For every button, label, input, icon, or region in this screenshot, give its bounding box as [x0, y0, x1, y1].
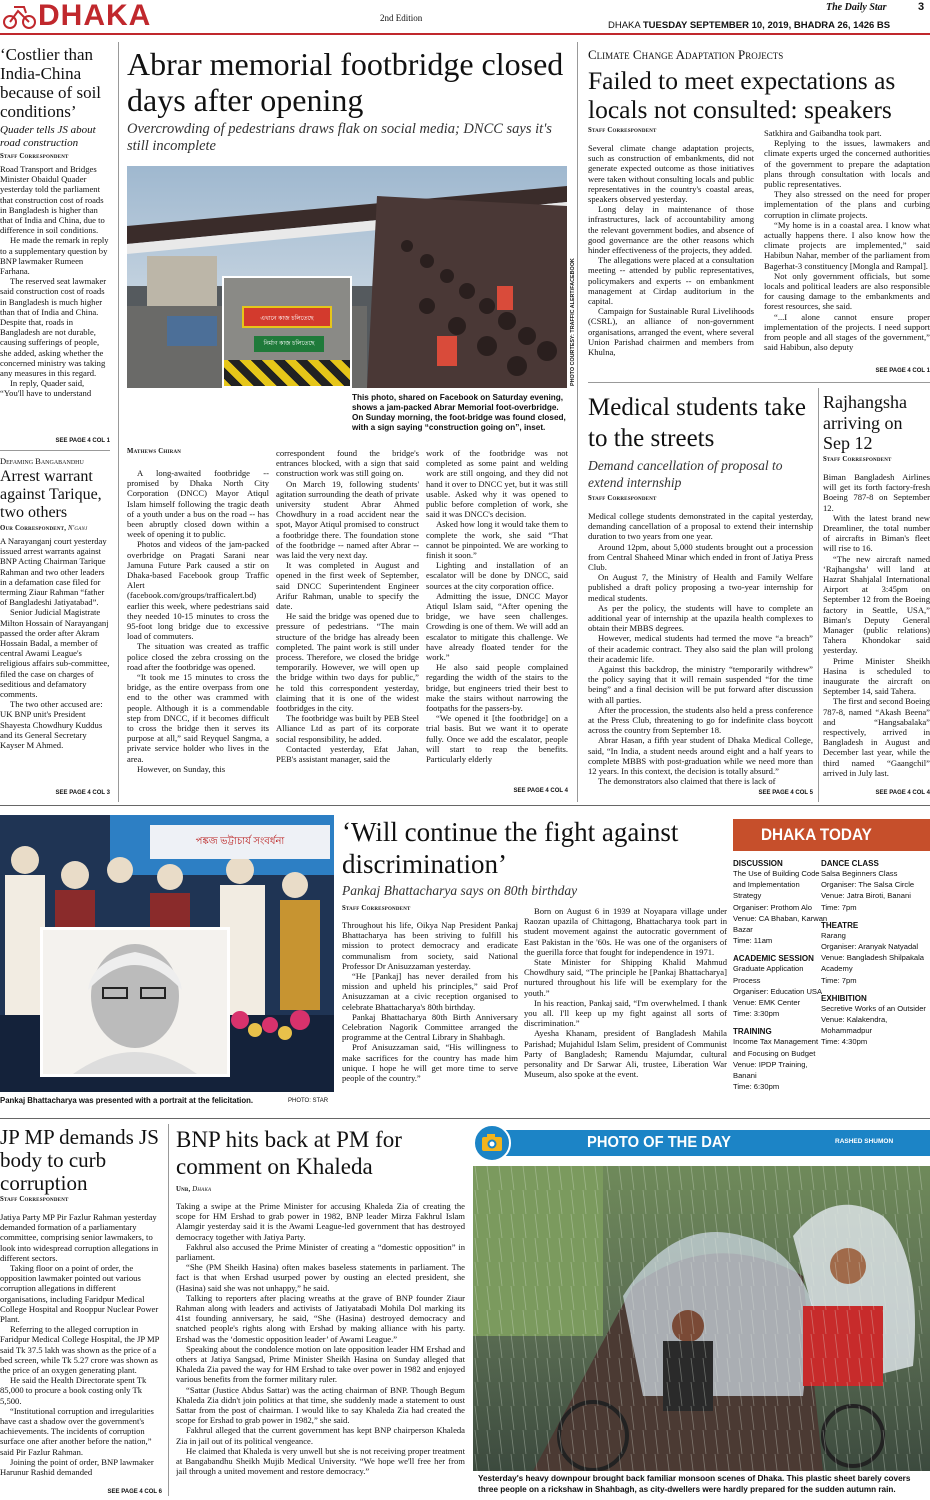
pankaj-photo-caption: Pankaj Bhattacharya was presented with a portrait at the felicitation. [0, 1096, 254, 1105]
section-divider [0, 1118, 930, 1119]
medical-paragraph: Around 12pm, about 5,000 students brought out a procession from Central Shaheed Minar which ended in front of Jatiya Press Club. [588, 541, 813, 573]
climate-paragraph: “My home is in a coastal area. I know what actually happens there. I also know how the climate projects are implemented,” said Habibun Nahar, member of the parliament from Bagerhat-3 constituency [Mongla and Rampal]. [764, 219, 930, 271]
lead-paragraph: However, on Sunday, this [137, 763, 226, 774]
potd-title: PHOTO OF THE DAY [587, 1134, 731, 1151]
today-line: Time: 11am [733, 936, 773, 946]
lead-paragraph: Photos and videos of the jam-packed overbridge on Pragati Sarani near Jamuna Future Park caused a stir on Dhaka-based Facebook group Traffic Alert (facebook.com/groups/trafficalert.bd) earlier this week, where pedestrians said they needed 10-15 minutes to cross the 95-foot long bridge due to excessive load of commuters. [127, 539, 269, 642]
pankaj-paragraph: State Minister for Shipping Khalid Mahmud Chowdhury said, “The principle he [Pankaj Bhattacharya] nurtured throughout his life will be exemplary for the youth.” [524, 957, 727, 998]
jp-body [0, 1212, 162, 1486]
climate-paragraph: Replying to the issues, lawmakers and climate experts urged the concerned authorities of the government to prepare the adaptation plans through consultation with locals and public representatives. [764, 138, 930, 190]
lead-paragraph: Asked how long it would take them to complete the work, she said “That cannot be pinpointed. We are working to finish it soon.” [426, 519, 568, 561]
climate-byline: Staff Correspondent [588, 127, 657, 134]
rajhangsha-paragraph: Prime Minister Sheikh Hasina is scheduled to inaugurate the aircraft on September 14, said Tahera. [823, 655, 930, 697]
lead-paragraph: The situation was created as traffic police closed the zebra crossing on the road after the footbridge was opened. [127, 641, 269, 672]
medical-paragraph: As per the policy, the students will have to complete an additional year of internship at the upazila health complexes to obtain their MBBS degrees. [588, 602, 813, 634]
today-line: Organiser: Education USA [733, 986, 823, 996]
lead-paragraph: The footbridge was built by PEB Steel Alliance Ltd as part of its corporate social responsibility, he added. [276, 713, 419, 744]
medical-paragraph: Medical college students demonstrated in the capital yesterday, demanding cancellation of a proposal to extend their internship duration to two years from one year. [588, 511, 813, 542]
lead-headline[interactable]: Abrar memorial footbridge closed days after opening [127, 46, 564, 118]
pankaj-col-2 [524, 906, 727, 1110]
page-number: 3 [918, 1, 925, 13]
medical-byline: Staff Correspondent [588, 495, 657, 502]
today-heading: THEATRE [821, 920, 859, 930]
pankaj-photo-credit: PHOTO: STAR [288, 1098, 329, 1104]
today-line: Venue: Kalakendra, Mohammadpur [821, 1015, 888, 1036]
today-line: Time: 6:30pm [733, 1082, 780, 1092]
divider [0, 450, 110, 451]
pankaj-paragraph: Prof Anisuzzaman said, “His willingness to make sacrifices for the country has made him unique. I hope he will get more time to serve people of the country.” [342, 1042, 518, 1084]
pankaj-col-1 [342, 920, 518, 1110]
bnp-paragraph: Fakhrul also accused the Prime Minister of creating a “domestic opposition” in parliament. [176, 1241, 465, 1263]
rajhangsha-headline[interactable]: Rajhangsha arriving on Sep 12 [823, 392, 907, 453]
lead-deck: Overcrowding of pedestrians draws flak on social media; DNCC says it's still incomplete [127, 121, 552, 154]
column-divider [168, 1124, 169, 1496]
today-line: Venue: CA Bhaban, Karwan Bazar [733, 913, 828, 935]
paper-name: The Daily Star [826, 2, 887, 13]
footbridge-photo [127, 166, 567, 388]
today-line: Organiser: Aranyak Natyadal [821, 942, 919, 952]
story-byline: Staff Correspondent [0, 153, 69, 160]
lead-col-1 [127, 468, 269, 798]
dateline [608, 20, 890, 31]
climate-headline[interactable]: Failed to meet expectations as locals not consulted: speakers [588, 66, 896, 124]
today-line: Organiser: The Salsa Circle [821, 880, 915, 890]
dateline-city: DHAKA [608, 20, 641, 31]
lead-paragraph: On March 19, following students' agitation surrounding the death of private university student Abrar Ahmed Chowdhury in a road accident near the spot, Mayor Atiqul promised to construct a footbridge there. The foundation stone of the footbridge -- named after Abrar -- was laid the very next day. [276, 478, 419, 561]
dhaka-today-box [733, 815, 930, 1115]
lead-col-3 [426, 448, 568, 788]
story-byline [0, 525, 110, 532]
today-line: Venue: Bangladesh Shilpakala Academy [821, 953, 925, 974]
today-right-col [821, 859, 930, 1048]
pankaj-paragraph: “He [Pankaj] has never derailed from his mission and upheld his principles,” said Prof Anisuzzaman at a civic reception organised to celebrate Bhattacharya's 80th birthday. [342, 971, 518, 1012]
bnp-paragraph: Taking a swipe at the Prime Minister for accusing Khaleda Zia of creating the scope for HM Ershad to grab power in 1982, BNP leader Mirza Fakhrul Islam Alamgir yesterday said it is the Awami League-led government that has destroyed democracy together with Jatiya Party. [176, 1201, 465, 1242]
bnp-headline[interactable]: BNP hits back at PM for comment on Khaleda [176, 1127, 402, 1179]
masthead [0, 0, 930, 36]
story-paragraph: The two other accused are: UK BNP unit's President Shayesta Chowdhury Kuddus and its General Secretary Kayser M Ahmed. [0, 699, 103, 751]
climate-paragraph: Campaign for Sustainable Rural Livelihoods (CSRL), an alliance of non-government organisations, arranged the event, where several Union Parishad chairmen and members from Khulna, [588, 306, 754, 358]
lead-paragraph: work of the footbridge was not completed as some paint and welding work are still ongoing, and they did not hand it over to DNCC yet, but it was still usable. Asked why it was opened to public before completion of work, she said it was DNCC's decision. [426, 448, 568, 520]
jp-headline[interactable]: JP MP demands JS body to curb corruption [0, 1125, 159, 1195]
story-headline[interactable]: ‘Costlier than India-China because of soil conditions’ [0, 45, 102, 121]
medical-headline[interactable]: Medical students take to the streets [588, 394, 806, 452]
pankaj-deck: Pankaj Bhattacharya says on 80th birthday [342, 883, 578, 898]
bnp-paragraph: Fakhrul alleged that the current government has kept BNP chairperson Khaleda Zia in jail out of its political vengeance. [176, 1425, 465, 1446]
lead-paragraph: He said the bridge was opened due to pressure of pedestrians. “The main structure of the bridge has already been completed. The paint work is still under process. Therefore, we closed the bridge temporarily. However, we will open up the bridge within two days for public,” he told this correspondent yesterday, claiming that it is one of the widest footbridges in the city. [276, 611, 419, 714]
rajhangsha-paragraph: The first and second Boeing 787-8, named “Akash Beena” and “Hangsabalaka” respectively, arrived in Bangladesh in August and December last year, while the third named “Gaangchil” arrived in July last. [823, 696, 930, 778]
story-headline[interactable]: Arrest warrant against Tarique, two others [0, 468, 102, 521]
story-body [0, 164, 110, 399]
byline-agency: Our Correspondent, [0, 525, 67, 532]
story-paragraph: In reply, Quader said, “You'll have to understand [0, 378, 92, 399]
lead-paragraph: A long-awaited footbridge -- promised by Dhaka North City Corporation (DNCC) Mayor Atiqul Islam himself following the tragic death of a youth under a bus on the road -- has been abruptly closed down within a week of opening it to public. [127, 468, 269, 540]
banner-green: নির্মাণ কাজ চলিতেছে [254, 336, 324, 352]
jp-paragraph: Referring to the alleged corruption in Faridpur Medical College Hospital, the JP MP said Tk 37.5 lakh was shown as the price of a bed screen, while Tk 5.27 crore was shown as the price of an oxygen generating plant. [0, 1324, 160, 1376]
climate-col-2 [764, 128, 930, 368]
bnp-paragraph: Speaking about the condolence motion on late opposition leader HM Ershad and others at Jatiya Sangsad, Prime Minister Sheikh Hasina on Sunday alleged that Khaleda Zia paved the way for HM Ershad to take over power in 1982 and enjoyed various benefits from the former military ruler. [176, 1343, 465, 1385]
bnp-paragraph: He claimed that Khaleda is very unwell but she is not receiving proper treatment at Bangabandhu Sheikh Mujib Medical University. “We hope we'll free her from jail through a united movement and restore democracy.” [176, 1445, 465, 1477]
pankaj-paragraph: Ayesha Khanam, president of Bangladesh Mahila Parishad; Mujahidul Islam Selim, president of Communist Party of Bangladesh; Ramendu Majumdar, cultural personality and Dr Sarwar Ali, trustee, Liberation War Museum, also spoke at the event. [524, 1028, 727, 1080]
climate-paragraph: Satkhira and Gaibandha took part. [764, 128, 882, 138]
story-paragraph: The reserved seat lawmaker said construction cost of roads in Bangladesh is much higher than that of India and China. Despite that, roads in Bangladesh are not durable, causing sufferings of people, she added, asking whether the concerned ministry was taking any measures in this regard. [0, 276, 107, 379]
today-line: Rarang [821, 930, 846, 940]
lead-paragraph: Lighting and installation of an escalator will be done by DNCC, said sources at the city corporation office. [426, 560, 568, 591]
dhaka-today-title: DHAKA TODAY [761, 825, 872, 844]
climate-kicker: Climate Change Adaptation Projects [588, 47, 784, 62]
medical-paragraph: However, medical students had termed the move “a breach” of their academic contract. They also said the plan will prolong their academic life. [588, 633, 813, 664]
medical-paragraph: On August 7, the Ministry of Health and Family Welfare published a draft policy proposing a two-year internship for medical students. [588, 572, 813, 603]
medical-paragraph: Against this backdrop, the ministry “temporarily withdrew” the policy saying that it will remain suspended “for the time being” and a final decision will be put forward after discussion with all parties. [588, 664, 813, 705]
story-arrest-warrant [0, 456, 110, 791]
lead-paragraph: Contacted yesterday, Efat Jahan, PEB's assistant manager, said the [276, 743, 419, 765]
rajhangsha-paragraph: With the latest brand new Dreamliner, the total number of aircrafts in Biman's fleet will rise to 16. [823, 512, 930, 554]
jp-paragraph: He said the Health Directorate spent Tk 85,000 to procure a book costing only Tk 5,500. [0, 1375, 147, 1406]
divider [588, 382, 930, 383]
bnp-byline [176, 1186, 211, 1193]
lead-paragraph: “It took me 15 minutes to cross the bridge, as the entire overpass from one end to the other was crammed with people. Although it is a commendable step from DNCC, if it becomes difficult to cross the bridge then it serves its purpose at all,” said Reyquel Sangma, a private service holder who lives in the area. [127, 672, 269, 764]
potd-credit: RASHED SHUMON [835, 1138, 894, 1145]
pankaj-paragraph: Born on August 6 in 1939 at Noyapara village under Raozan upazila of Chittagong, Bhattacharya took part in student movement against the autocratic government of East Pakistan in the '60s. He was one of the organisers of the guerilla force that fought for independence in 1971. [524, 906, 727, 957]
today-line: Time: 7pm [821, 975, 857, 985]
column-divider [577, 42, 578, 802]
today-heading: EXHIBITION [821, 993, 867, 1003]
today-line: The Use of Building Code and Implementation Strategy [733, 869, 820, 901]
bnp-paragraph: “Sattar (Justice Abdus Sattar) was the acting chairman of BNP. Though Begum Khaleda Zia didn't join politics at that time, she suddenly made a statement to oust Sattar from the post of chairman. I would like to say Khaleda Zia had created the scope for Ershad to grab power in 1982,” she said. [176, 1384, 465, 1426]
rajhangsha-paragraph: “The new aircraft named ‘Rajhangsha’ will land at Hazrat Shahjalal International Airport at 3:45pm on September 12 from the Boeing factory in Seattle, USA,” Biman's Deputy General Manager (public relations) Tahera Khondokar said yesterday. [823, 553, 930, 656]
portrait-frame [40, 927, 230, 1077]
today-line: Secretive Works of an Outsider [821, 1003, 926, 1013]
column-divider [118, 42, 119, 802]
pankaj-paragraph: Throughout his life, Oikya Nap President Pankaj Bhattacharya has been striving to fulfill his mission to protect democracy and eradicate communalism from society, said National Professor Dr Anisuzzaman yesterday. [342, 920, 518, 971]
today-line: Time: 4:30pm [821, 1037, 868, 1047]
climate-paragraph: Long delay in maintenance of those infrastructures, lack of accountability among the relevant government bodies, and absence of good governance are the other reasons which hinder effectiveness of the projects, they added. [588, 204, 754, 256]
jp-byline: Staff Correspondent [0, 1196, 69, 1203]
camera-icon [473, 1124, 511, 1162]
lead-paragraph: correspondent found the bridge's entrances blocked, with a sign that said construction work was still going on. [276, 448, 419, 479]
climate-paragraph: The allegations were placed at a consultation meeting -- attended by public representatives, policymakers and experts -- on embankment management at Cirdap auditorium in the capital. [588, 255, 754, 307]
byline-place: N'ganj [68, 525, 88, 532]
rickshaw-icon [2, 3, 36, 29]
today-line: Salsa Beginners Class [821, 869, 898, 878]
jump-link[interactable]: SEE PAGE 4 COL 1 [55, 438, 110, 444]
potd-header [473, 1124, 930, 1162]
lead-col-2 [276, 448, 419, 798]
story-paragraph: A Narayanganj court yesterday issued arrest warrants against BNP Acting Chairman Tarique Rahman and two other leaders in a defamation case filed for terming Ziaur Rahman “father of Bangladeshi Jatiyatabad”. [0, 536, 107, 608]
inset-photo [222, 276, 352, 388]
story-paragraph: He made the remark in reply to a supplementary question by BNP lawmaker Rumeen Farhana. [0, 235, 109, 277]
jp-paragraph: Jatiya Party MP Pir Fazlur Rahman yesterday demanded formation of a parliamentary committee, comprising senior lawmakers, to look into widespread corruption allegations in different sectors. [0, 1212, 159, 1263]
medical-paragraph: The demonstrators also claimed that there is lack of [598, 776, 776, 787]
today-line: Time: 7pm [821, 902, 857, 912]
today-left-col [733, 859, 829, 1092]
pankaj-paragraph: In his reaction, Pankaj said, “I'm overwhelmed. I thank you all. I'll keep up my fight against all sorts of discrimination.” [524, 997, 727, 1029]
bnp-paragraph: “She (PM Sheikh Hasina) often makes baseless statements in parliament. The fact is that when Ershad usurped power by ousting an elected president, she (Hasina) said she was not unhappy,” he said. [176, 1262, 465, 1293]
section-title: DHAKA [38, 0, 152, 32]
jp-paragraph: Taking floor on a point of order, the opposition lawmaker pointed out various corruption allegations in different organisations, including Faridpur Medical College Hospital and Rooppur Nuclear Power Plant. [0, 1263, 159, 1325]
photo-credit: PHOTO COURTESY: TRAFFIC ALERT/FACEBOOK [570, 258, 576, 386]
lead-paragraph: Admitting the issue, DNCC Mayor Atiqul Islam said, “After opening the bridge, we have seen challenges. Crowding is one of them. We will add an escalator to mitigate this challenge. We have already floated tender for the work.” [426, 590, 568, 663]
edition-label: 2nd Edition [380, 13, 423, 23]
rajhangsha-paragraph: Biman Bangladesh Airlines will get its forth factory-fresh Boeing 787-8 on September 12. [823, 472, 930, 513]
story-paragraph: Senior Judicial Magistrate Milton Hossain of Narayanganj passed the order after Akram Hossain Badal, a member of central Awami League's religious affairs sub-committee, filed the case on charges of seditious and defamatory comments. [0, 607, 110, 700]
pankaj-photo [0, 815, 334, 1092]
story-body [0, 536, 110, 750]
today-heading: DANCE CLASS [821, 859, 879, 868]
pankaj-byline: Staff Correspondent [342, 905, 411, 912]
bnp-paragraph: Talking to reporters after placing wreaths at the grave of BNP founder Ziaur Rahman along with leaders and activists of Jatiyatabadi Mohila Dol marking its 41st founding anniversary, he said, “She (Hasina) destroyed democracy and snatched people's rights along with Ershad by making alliance with his party. Ershad was the ‘domestic opposition leader’ of Awami League.” [176, 1292, 465, 1344]
section-divider [0, 805, 930, 806]
today-line: Time: 3:30pm [733, 1009, 780, 1019]
lead-paragraph: It was completed in August and opened in the first week of September, said DNCC Superintendent Engineer Arifur Rahman, unable to specify the date. [276, 560, 419, 612]
today-line: Income Tax Management and Focusing on Budget [733, 1037, 819, 1058]
rajhangsha-body [823, 472, 930, 788]
medical-paragraph: After the procession, the students also held a press conference at the Press Club, threatening to go for indefinite class boycott across the country from September 18. [588, 704, 813, 736]
today-line: Graduate Application Process [733, 964, 804, 985]
barrier-icon [224, 360, 352, 388]
jp-paragraph: “Institutional corruption and irregularities have cast a shadow over the government's achievements. The incidents of corruption surface one after another before the nation,” said Pir Fazlur Rahman. [0, 1405, 154, 1457]
jump-link[interactable]: SEE PAGE 4 COL 4 [875, 790, 930, 796]
climate-col-1 [588, 143, 754, 378]
climate-paragraph: Several climate change adaptation projects, such as construction of embankments, did not generate expected outcome as those initiatives were taken without consulting locals and public representatives in the country's coastal areas, speakers observed yesterday. [588, 143, 754, 205]
lead-paragraph: “We opened it [the footbridge] on a trial basis. But we want it to operate fully. Once we add the escalator, people will start to reap the benefits. Particularly elderly [426, 713, 568, 765]
today-heading: ACADEMIC SESSION [733, 954, 814, 964]
climate-paragraph: Not only government officials, but some locals and political leaders are also responsible for causing damage to the embankments and forest resources, she said. [764, 270, 930, 312]
today-heading: DISCUSSION [733, 859, 783, 868]
stage-banner: পঙ্কজ ভট্টাচার্য সংবর্ধনা [150, 825, 330, 859]
potd-caption: Yesterday's heavy downpour brought back familiar monsoon scenes of Dhaka. This plastic sheet barely covers three people on a rickshaw in Shahbagh, as city-dwellers were hardly prepared for the sudden autumn rain. [478, 1474, 911, 1494]
medical-paragraph: Abrar Hasan, a fifth year student of Dhaka Medical College, said, “In India, a student needs around eight and a half years to complete MBBS with post-graduation while we need more than 12 years. In this context, the decision is totally absurd.” [588, 735, 813, 777]
today-line: Venue: IPDP Training, Banani [733, 1059, 808, 1081]
jump-link[interactable]: SEE PAGE 4 COL 4 [513, 788, 568, 794]
bnp-body [176, 1201, 465, 1498]
jp-paragraph: Joining the point of order, BNP lawmaker Harunur Rashid demanded [0, 1456, 154, 1478]
byline-place: Dhaka [192, 1186, 212, 1193]
medical-body [588, 511, 813, 790]
lead-paragraph: He also said people complained regarding the width of the stairs to the bridge, but engineers tried their best to make the stairs without narrowing the footpaths for the passers-by. [426, 662, 568, 714]
pankaj-headline[interactable]: ‘Will continue the fight against discrimination’ [342, 817, 679, 879]
rajhangsha-byline: Staff Correspondent [823, 456, 892, 463]
jump-link[interactable]: SEE PAGE 4 COL 5 [758, 790, 813, 796]
story-kicker: Defaming Bangabandhu [0, 456, 84, 466]
medical-deck: Demand cancellation of proposal to extend internship [588, 458, 783, 490]
climate-paragraph: They also stressed on the need for proper implementation of the plans and curbing corruption in climate projects. [764, 189, 930, 220]
byline-agency: Unb, [176, 1186, 191, 1193]
lead-photo-caption: This photo, shared on Facebook on Saturday evening, shows a jam-packed Abrar Memorial foot-overbridge. On Sunday morning, the foot-bridge was found closed, with a sign saying “construction going on”, inset. [352, 393, 566, 432]
pankaj-paragraph: Pankaj Bhattacharya 80th Birth Anniversary Celebration Nagorik Committee arranged the programme at the Central Library in Shahbagh. [342, 1011, 518, 1043]
today-heading: TRAINING [733, 1027, 772, 1037]
masthead-rule [0, 33, 930, 35]
story-paragraph: Road Transport and Bridges Minister Obaidul Quader yesterday told the parliament that construction cost of roads in Bangladesh is higher than that of India and China, due to difference in soil conditions. [0, 164, 105, 236]
story-deck: Quader tells JS about road construction [0, 124, 96, 149]
lead-byline: Mathews Chiran [127, 448, 182, 455]
jump-link[interactable]: SEE PAGE 4 COL 1 [875, 368, 930, 374]
today-line: Venue: Jatra Biroti, Banani [821, 891, 911, 901]
dateline-date: TUESDAY SEPTEMBER 10, 2019, BHADRA 26, 1426 BS [642, 20, 891, 31]
climate-paragraph: “...I alone cannot ensure proper implementation of the projects. I need support from people and all stages of the government,” said Habibun, also deputy [764, 311, 930, 353]
jump-link[interactable]: SEE PAGE 4 COL 6 [107, 1489, 162, 1495]
potd-photo [473, 1166, 930, 1471]
column-divider [818, 388, 819, 802]
story-costlier [0, 45, 110, 450]
jump-link[interactable]: SEE PAGE 4 COL 3 [55, 790, 110, 796]
banner-red: এখানে কাজ চলিতেছে [242, 306, 332, 328]
today-line: Organiser: Prothom Alo [733, 902, 812, 912]
today-line: Venue: EMK Center [733, 998, 801, 1008]
